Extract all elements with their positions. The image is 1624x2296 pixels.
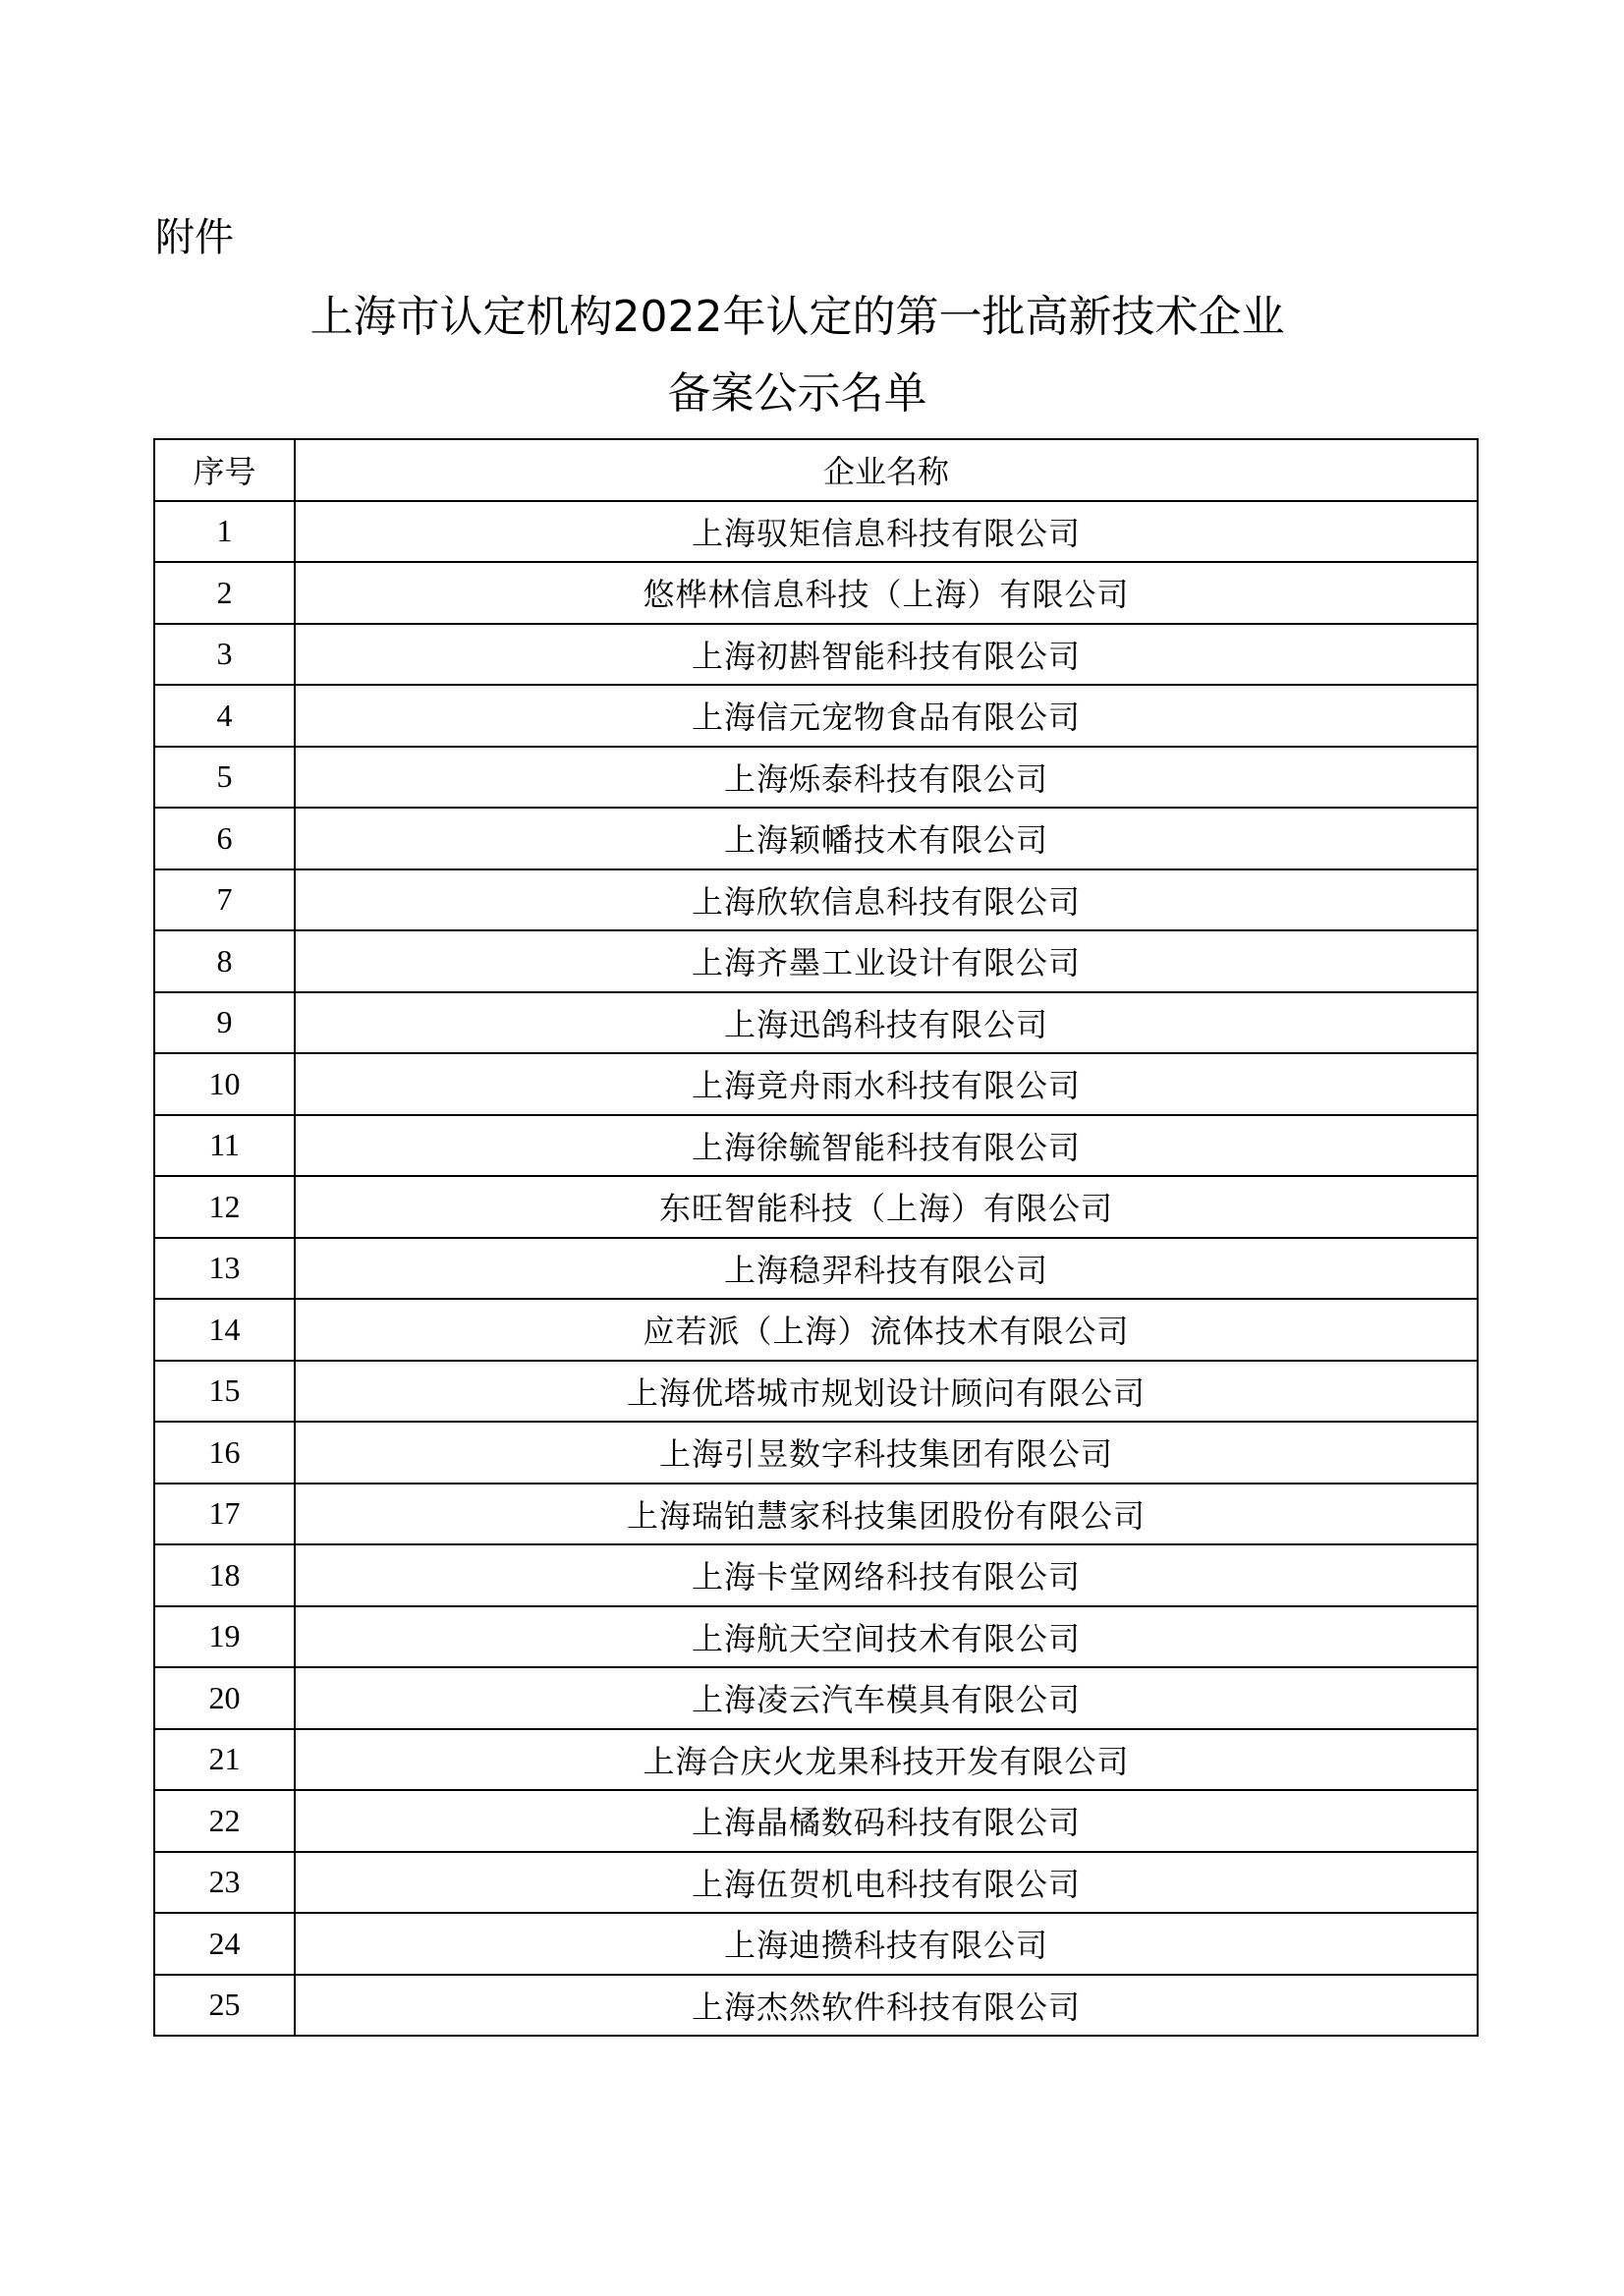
table-row bbox=[154, 1238, 1478, 1300]
row-index: 3 bbox=[154, 624, 295, 686]
table-row bbox=[154, 1176, 1478, 1238]
row-index: 18 bbox=[154, 1544, 295, 1606]
table-header-row bbox=[154, 439, 1478, 501]
table-row bbox=[154, 685, 1478, 747]
company-name: 上海徐毓智能科技有限公司 bbox=[295, 1115, 1478, 1177]
table-row bbox=[154, 1975, 1478, 2037]
table-row bbox=[154, 1790, 1478, 1852]
row-index: 12 bbox=[154, 1176, 295, 1238]
row-index: 5 bbox=[154, 747, 295, 809]
row-index: 14 bbox=[154, 1299, 295, 1361]
company-name: 上海伍贺机电科技有限公司 bbox=[295, 1852, 1478, 1914]
row-index: 17 bbox=[154, 1484, 295, 1545]
table-row bbox=[154, 1729, 1478, 1791]
table-row bbox=[154, 501, 1478, 563]
row-index: 19 bbox=[154, 1606, 295, 1668]
company-name: 上海颖幡技术有限公司 bbox=[295, 808, 1478, 869]
company-name: 上海烁泰科技有限公司 bbox=[295, 747, 1478, 809]
table-row bbox=[154, 1544, 1478, 1606]
company-name: 上海航天空间技术有限公司 bbox=[295, 1606, 1478, 1668]
table-row bbox=[154, 869, 1478, 931]
row-index: 10 bbox=[154, 1053, 295, 1115]
table-row bbox=[154, 1299, 1478, 1361]
table-row bbox=[154, 562, 1478, 624]
company-name: 上海晶橘数码科技有限公司 bbox=[295, 1790, 1478, 1852]
row-index: 21 bbox=[154, 1729, 295, 1791]
table-row bbox=[154, 1484, 1478, 1545]
row-index: 4 bbox=[154, 685, 295, 747]
company-name: 上海欣软信息科技有限公司 bbox=[295, 869, 1478, 931]
row-index: 1 bbox=[154, 501, 295, 563]
table-row bbox=[154, 1115, 1478, 1177]
table-row bbox=[154, 1053, 1478, 1115]
row-index: 25 bbox=[154, 1975, 295, 2037]
row-index: 23 bbox=[154, 1852, 295, 1914]
company-name: 上海齐墨工业设计有限公司 bbox=[295, 930, 1478, 992]
row-index: 11 bbox=[154, 1115, 295, 1177]
table-row bbox=[154, 808, 1478, 869]
row-index: 13 bbox=[154, 1238, 295, 1300]
company-name: 上海初斟智能科技有限公司 bbox=[295, 624, 1478, 686]
table-row bbox=[154, 1606, 1478, 1668]
row-index: 24 bbox=[154, 1913, 295, 1975]
table-row bbox=[154, 992, 1478, 1054]
company-name: 上海合庆火龙果科技开发有限公司 bbox=[295, 1729, 1478, 1791]
company-name: 上海稳羿科技有限公司 bbox=[295, 1238, 1478, 1300]
table-body bbox=[154, 501, 1478, 2037]
document-title: 上海市认定机构2022年认定的第一批高新技术企业 bbox=[309, 292, 1285, 342]
company-name: 悠桦林信息科技（上海）有限公司 bbox=[295, 562, 1478, 624]
table-row bbox=[154, 747, 1478, 809]
enterprise-table bbox=[153, 438, 1479, 2037]
table-row bbox=[154, 1852, 1478, 1914]
table-row bbox=[154, 1422, 1478, 1484]
company-name: 上海优塔城市规划设计顾问有限公司 bbox=[295, 1361, 1478, 1423]
company-name: 应若派（上海）流体技术有限公司 bbox=[295, 1299, 1478, 1361]
attachment-label: 附件 bbox=[155, 215, 234, 260]
company-name: 上海竞舟雨水科技有限公司 bbox=[295, 1053, 1478, 1115]
row-index: 16 bbox=[154, 1422, 295, 1484]
company-name: 上海驭矩信息科技有限公司 bbox=[295, 501, 1478, 563]
company-name: 上海瑞铂慧家科技集团股份有限公司 bbox=[295, 1484, 1478, 1545]
row-index: 22 bbox=[154, 1790, 295, 1852]
table-row bbox=[154, 1913, 1478, 1975]
document-subtitle: 备案公示名单 bbox=[667, 368, 927, 419]
row-index: 6 bbox=[154, 808, 295, 869]
column-header-index: 序号 bbox=[154, 439, 295, 501]
company-name: 上海信元宠物食品有限公司 bbox=[295, 685, 1478, 747]
company-name: 上海杰然软件科技有限公司 bbox=[295, 1975, 1478, 2037]
company-name: 上海迪攒科技有限公司 bbox=[295, 1913, 1478, 1975]
row-index: 8 bbox=[154, 930, 295, 992]
table-row bbox=[154, 930, 1478, 992]
row-index: 7 bbox=[154, 869, 295, 931]
row-index: 15 bbox=[154, 1361, 295, 1423]
company-name: 上海引昱数字科技集团有限公司 bbox=[295, 1422, 1478, 1484]
row-index: 2 bbox=[154, 562, 295, 624]
company-name: 东旺智能科技（上海）有限公司 bbox=[295, 1176, 1478, 1238]
column-header-name: 企业名称 bbox=[295, 439, 1478, 501]
row-index: 20 bbox=[154, 1667, 295, 1729]
row-index: 9 bbox=[154, 992, 295, 1054]
company-name: 上海凌云汽车模具有限公司 bbox=[295, 1667, 1478, 1729]
company-name: 上海迅鸽科技有限公司 bbox=[295, 992, 1478, 1054]
table-row bbox=[154, 624, 1478, 686]
table-row bbox=[154, 1667, 1478, 1729]
company-name: 上海卡堂网络科技有限公司 bbox=[295, 1544, 1478, 1606]
table-row bbox=[154, 1361, 1478, 1423]
